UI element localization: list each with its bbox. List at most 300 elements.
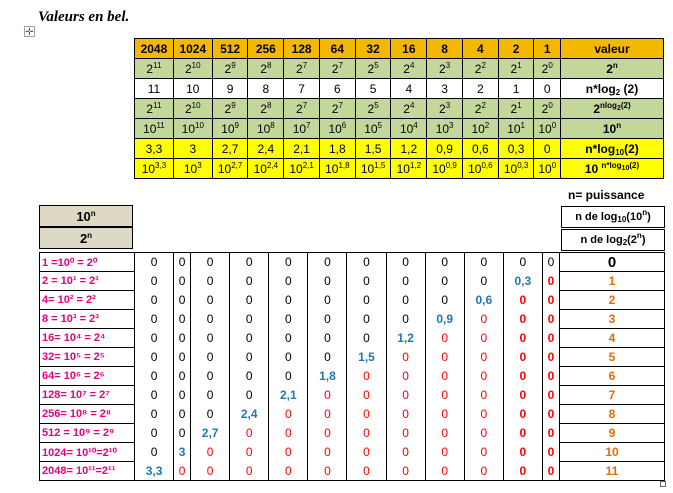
matrix-row [40, 386, 665, 405]
matrix-cell: 0 [386, 291, 425, 310]
matrix-cell: 0 [347, 462, 386, 481]
cell-base: 10 [141, 161, 156, 176]
cell-exponent: 3,3 [155, 160, 167, 170]
top-cell [498, 59, 534, 79]
label-base: 2 [593, 101, 601, 116]
cell-value: 3 [189, 141, 197, 156]
top-cell [534, 119, 561, 139]
top-cell [391, 39, 427, 59]
matrix-cell: 1,8 [308, 367, 347, 386]
matrix-cell: 0 [542, 386, 559, 405]
top-cell [462, 59, 498, 79]
cell-base: 2 [403, 101, 410, 116]
cell-base: 2 [541, 101, 549, 116]
cell-base: 10 [471, 121, 485, 136]
top-cell [319, 99, 355, 119]
matrix-cell: 0 [191, 367, 230, 386]
cell-exponent: 8 [266, 60, 272, 70]
matrix-cell: 0 [174, 405, 191, 424]
cell-base: 2 [367, 61, 375, 76]
cell-exponent: 9 [231, 100, 236, 110]
top-cell [212, 159, 248, 179]
top-cell [427, 39, 463, 59]
cell-exponent: 3 [197, 160, 202, 170]
matrix-cell: 0 [269, 329, 308, 348]
row-label [561, 99, 664, 119]
top-cell [173, 99, 212, 119]
matrix-cell: 0 [174, 310, 191, 329]
matrix-cell: 0,3 [503, 272, 542, 291]
header-10n: 10$^n$ [39, 205, 133, 227]
matrix-final: 9 [560, 424, 665, 443]
matrix-row [40, 348, 665, 367]
matrix-cell: 0 [425, 367, 464, 386]
matrix-cell: 0 [347, 386, 386, 405]
cell-base: 2 [184, 101, 192, 116]
matrix-cell: 0 [135, 348, 174, 367]
matrix-cell: 0 [347, 329, 386, 348]
matrix-cell: 3 [174, 443, 191, 462]
cell-exponent: 4 [409, 60, 415, 70]
cell-exponent: 1,2 [409, 160, 422, 170]
matrix-cell: 0,9 [425, 310, 464, 329]
cell-base: 10 [328, 121, 342, 136]
top-cell [534, 39, 561, 59]
matrix-row-label: 64= 10⁶ = 2⁶ [40, 367, 135, 386]
top-row-10n [135, 119, 664, 139]
matrix-row-label: 128= 10⁷ = 2⁷ [40, 386, 135, 405]
cell-base: 2 [510, 61, 518, 76]
matrix-cell: 0 [542, 253, 559, 272]
matrix-cell: 3,3 [135, 462, 174, 481]
matrix-cell: 0 [386, 424, 425, 443]
row-label [561, 39, 664, 59]
cell-base: 10 [435, 121, 450, 136]
cell-base: 10 [143, 121, 157, 136]
matrix-cell: 0 [174, 462, 191, 481]
cell-base: 10 [538, 161, 552, 176]
document-title: Valeurs en bel. [38, 9, 130, 25]
matrix-cell: 0 [425, 443, 464, 462]
top-cell [319, 79, 355, 99]
matrix-cell: 0 [386, 462, 425, 481]
cell-exponent: 5 [377, 120, 382, 130]
matrix-cell: 0 [135, 253, 174, 272]
matrix-final: 6 [560, 367, 665, 386]
top-cell [498, 159, 534, 179]
matrix-cell: 0 [425, 405, 464, 424]
cell-base: 10 [221, 121, 235, 136]
matrix-cell: 0 [308, 329, 347, 348]
matrix-cell: 0 [269, 310, 308, 329]
matrix-cell: 0 [503, 291, 542, 310]
label-exp [600, 101, 631, 110]
matrix-cell: 0 [191, 386, 230, 405]
cell-value: 3 [441, 81, 448, 96]
matrix-cell: 0 [542, 291, 559, 310]
matrix-cell: 0 [425, 462, 464, 481]
top-cell [534, 59, 561, 79]
matrix-cell: 0 [503, 253, 542, 272]
matrix-cell: 0 [308, 348, 347, 367]
top-cell [427, 79, 463, 99]
matrix-cell: 0 [230, 424, 269, 443]
matrix-row-label: 1 =10⁰ = 2⁰ [40, 253, 135, 272]
cell-base: 10 [364, 121, 378, 136]
cell-exponent: 6 [341, 120, 347, 130]
cell-exponent: 0 [551, 120, 557, 130]
matrix-cell: 0 [230, 310, 269, 329]
cell-value: 7 [298, 81, 305, 96]
top-cell [355, 99, 391, 119]
top-cell [498, 139, 534, 159]
cell-base: 2 [474, 101, 482, 116]
cell-value: 2048 [140, 41, 168, 56]
matrix-cell: 0 [425, 272, 464, 291]
puissance-label: n= puissance [568, 188, 645, 202]
cell-exponent: 2,4 [266, 160, 279, 170]
cell-value: 16 [402, 41, 416, 56]
matrix-row-label: 2048= 10¹¹=2¹¹ [40, 462, 135, 481]
top-cell [248, 99, 284, 119]
cell-value: 9 [226, 81, 234, 96]
matrix-cell: 0 [269, 348, 308, 367]
cell-base: 10 [399, 121, 414, 136]
row-label [561, 139, 664, 159]
matrix-cell: 0 [174, 424, 191, 443]
matrix-cell: 0 [464, 386, 503, 405]
matrix-cell: 0 [425, 329, 464, 348]
label-exp-post: (2) [629, 160, 640, 170]
top-cell [284, 79, 320, 99]
matrix-row [40, 310, 665, 329]
matrix-cell: 0 [386, 405, 425, 424]
top-cell [212, 59, 248, 79]
cell-exponent: 7 [338, 100, 343, 110]
cell-value: 64 [330, 41, 345, 56]
matrix-cell: 0 [542, 329, 559, 348]
cell-base: 2 [184, 61, 192, 76]
cell-value: 8 [262, 81, 270, 96]
top-cell [427, 159, 463, 179]
top-row-2n [135, 59, 664, 79]
row-label [561, 79, 664, 99]
top-cell [135, 59, 174, 79]
top-cell [498, 79, 534, 99]
matrix-cell: 2,7 [191, 424, 230, 443]
cell-exponent: 5 [374, 60, 379, 70]
cell-exponent: 0,3 [517, 160, 529, 170]
cell-exponent: 11 [153, 100, 162, 110]
cell-base: 2 [260, 101, 267, 116]
cell-exponent: 11 [153, 60, 162, 70]
top-cell [173, 159, 212, 179]
matrix-cell: 0 [386, 348, 425, 367]
matrix-final: 0 [560, 253, 665, 272]
matrix-cell: 0 [269, 462, 308, 481]
top-cell [498, 39, 534, 59]
top-cell [427, 59, 463, 79]
matrix-cell: 0 [230, 272, 269, 291]
top-cell [534, 79, 561, 99]
matrix-cell: 0 [230, 291, 269, 310]
header-2n: 2$^n$ [39, 227, 133, 249]
cell-base: 2 [403, 61, 410, 76]
cell-exponent: 9 [231, 60, 236, 70]
matrix-cell: 0 [230, 329, 269, 348]
top-row-valeur [135, 39, 664, 59]
cell-base: 2 [541, 61, 549, 76]
matrix-cell: 0 [386, 386, 425, 405]
matrix-row [40, 367, 665, 386]
matrix-final: 1 [560, 272, 665, 291]
top-cell [173, 139, 212, 159]
matrix-row [40, 329, 665, 348]
matrix-cell: 0 [503, 386, 542, 405]
cell-exponent: 3 [445, 100, 451, 110]
cell-exponent: 7 [302, 100, 308, 110]
matrix-cell: 0 [425, 348, 464, 367]
top-row-nlog10 [135, 139, 664, 159]
top-cell [135, 159, 174, 179]
matrix-cell: 0 [174, 253, 191, 272]
conversion-table [134, 38, 664, 179]
top-cell [135, 99, 174, 119]
top-cell [355, 59, 391, 79]
matrix-cell: 0 [503, 367, 542, 386]
matrix-final: 2 [560, 291, 665, 310]
row-label [561, 159, 664, 179]
top-row-10nlog10 [135, 159, 664, 179]
top-cell [534, 99, 561, 119]
matrix-final: 7 [560, 386, 665, 405]
matrix-cell: 0 [308, 462, 347, 481]
cell-exponent: 4 [413, 120, 418, 130]
matrix-cell: 0 [503, 310, 542, 329]
matrix-cell: 0 [542, 405, 559, 424]
top-cell [355, 119, 391, 139]
matrix-row-label: 256= 10⁸ = 2⁸ [40, 405, 135, 424]
resize-handle-icon[interactable] [660, 481, 666, 487]
matrix-cell: 0 [191, 253, 230, 272]
matrix-cell: 0 [135, 291, 174, 310]
top-cell [173, 59, 212, 79]
matrix-cell: 0 [308, 443, 347, 462]
cell-base: 2 [224, 61, 232, 76]
matrix-cell: 0 [191, 443, 230, 462]
cell-base: 10 [183, 161, 198, 176]
top-cell [534, 139, 561, 159]
matrix-row-label: 4= 10² = 2² [40, 291, 135, 310]
matrix-cell: 0 [347, 367, 386, 386]
matrix-cell: 2,4 [230, 405, 269, 424]
row-label [561, 59, 664, 79]
matrix-cell: 0 [464, 443, 503, 462]
matrix-cell: 0 [503, 329, 542, 348]
cell-exponent: 0,9 [445, 160, 457, 170]
top-cell [534, 159, 561, 179]
matrix-cell: 0 [542, 348, 559, 367]
top-cell [284, 99, 320, 119]
matrix-cell: 0 [174, 291, 191, 310]
matrix-cell: 0 [308, 424, 347, 443]
cell-exponent: 0,6 [481, 160, 493, 170]
matrix-cell: 0 [191, 405, 230, 424]
matrix-cell: 0 [174, 272, 191, 291]
top-cell [319, 159, 355, 179]
cell-exponent: 10 [195, 120, 204, 130]
matrix-row-label: 32= 10⁵ = 2⁵ [40, 348, 135, 367]
matrix-cell: 0 [135, 386, 174, 405]
matrix-cell: 0 [542, 462, 559, 481]
matrix-final: 3 [560, 310, 665, 329]
top-cell [391, 139, 427, 159]
matrix-cell: 0 [386, 367, 425, 386]
matrix-cell: 0 [308, 253, 347, 272]
matrix-cell: 0 [269, 272, 308, 291]
matrix-cell: 0 [464, 348, 503, 367]
cell-exponent: 10 [191, 100, 201, 110]
top-cell [319, 139, 355, 159]
top-cell [427, 139, 463, 159]
header-n-log2: n de $\log_2(2^n)$ [561, 229, 665, 251]
matrix-cell: 0 [230, 253, 269, 272]
cell-base: 10 [325, 161, 339, 176]
matrix-final: 4 [560, 329, 665, 348]
cell-base: 10 [181, 121, 196, 136]
cell-value: 2 [512, 41, 520, 56]
top-cell [284, 159, 320, 179]
matrix-cell: 0 [135, 310, 174, 329]
matrix-final: 5 [560, 348, 665, 367]
matrix-row-label: 1024= 10¹⁰=2¹⁰ [40, 443, 135, 462]
top-cell [212, 39, 248, 59]
matrix-row [40, 291, 665, 310]
top-cell [391, 59, 427, 79]
matrix-cell: 0 [464, 462, 503, 481]
cell-exponent: 7 [302, 60, 308, 70]
top-cell [462, 139, 498, 159]
row-label [561, 119, 664, 139]
matrix-cell: 0 [308, 310, 347, 329]
matrix-cell: 0 [230, 386, 269, 405]
top-cell [319, 119, 355, 139]
matrix-cell: 0 [308, 386, 347, 405]
top-cell [498, 119, 534, 139]
top-cell [248, 159, 284, 179]
cell-value: 0 [543, 141, 551, 156]
cell-exponent: 10 [191, 60, 201, 70]
top-cell [319, 59, 355, 79]
matrix-cell: 2,1 [269, 386, 308, 405]
matrix-cell: 1,2 [386, 329, 425, 348]
cell-base: 10 [432, 161, 446, 176]
top-cell [135, 139, 174, 159]
matrix-cell: 0 [503, 405, 542, 424]
label-exp: n [612, 60, 618, 70]
cell-base: 2 [260, 61, 267, 76]
matrix-row-label: 8 = 10³ = 2³ [40, 310, 135, 329]
cell-value: 1,2 [400, 141, 418, 156]
matrix-cell: 0 [386, 272, 425, 291]
cell-exponent: 7 [338, 60, 343, 70]
matrix-row-label: 16= 10⁴ = 2⁴ [40, 329, 135, 348]
cell-value: 10 [186, 81, 200, 96]
cell-base: 10 [538, 121, 552, 136]
matrix-cell: 0 [191, 272, 230, 291]
cell-exponent: 5 [374, 100, 379, 110]
label-sub: 2 [615, 87, 621, 97]
top-cell [284, 119, 320, 139]
cell-value: 2,1 [293, 141, 310, 156]
cell-exponent: 8 [270, 120, 275, 130]
top-row-nlog2 [135, 79, 664, 99]
cell-exponent: 11 [156, 120, 165, 130]
top-cell [355, 79, 391, 99]
top-cell [212, 79, 248, 99]
top-cell [248, 59, 284, 79]
matrix-cell: 0 [542, 424, 559, 443]
cell-value: 128 [291, 41, 312, 56]
matrix-row [40, 462, 665, 481]
label-post: (2) [620, 81, 639, 96]
cell-exponent: 3 [445, 60, 451, 70]
label-exp [602, 161, 640, 170]
matrix-cell: 0 [269, 405, 308, 424]
label-sub: 10 [615, 147, 625, 157]
matrix-cell: 0 [230, 348, 269, 367]
matrix-cell: 0 [464, 424, 503, 443]
matrix-row [40, 443, 665, 462]
top-cell [498, 99, 534, 119]
matrix-cell: 0 [308, 291, 347, 310]
move-cross-icon[interactable]: ✛ [25, 27, 34, 38]
cell-exponent: 3 [449, 120, 454, 130]
cell-value: 32 [366, 41, 380, 56]
matrix-cell: 0 [464, 329, 503, 348]
top-cell [212, 99, 248, 119]
matrix-cell: 0 [503, 348, 542, 367]
cell-value: 0,9 [436, 141, 453, 156]
matrix-cell: 0 [174, 348, 191, 367]
cell-base: 10 [217, 161, 232, 176]
cell-base: 10 [256, 121, 271, 136]
matrix-cell: 0 [347, 405, 386, 424]
top-cell [427, 119, 463, 139]
matrix-cell: 0 [135, 329, 174, 348]
cell-base: 2 [146, 61, 154, 76]
top-cell [284, 59, 320, 79]
top-cell [248, 79, 284, 99]
cell-value: 0 [543, 81, 551, 96]
top-cell [248, 39, 284, 59]
top-cell [391, 99, 427, 119]
top-cell [462, 119, 498, 139]
label-base: 2 [606, 61, 613, 76]
cell-base: 2 [296, 101, 303, 116]
top-cell [284, 39, 320, 59]
cell-value: 2 [477, 81, 484, 96]
matrix-cell: 0 [464, 310, 503, 329]
matrix-cell: 0 [269, 253, 308, 272]
matrix-cell: 0 [135, 405, 174, 424]
matrix-cell: 0 [464, 272, 503, 291]
top-cell [135, 79, 174, 99]
top-cell [391, 79, 427, 99]
cell-value: 4 [405, 81, 413, 96]
matrix-cell: 0 [174, 386, 191, 405]
cell-base: 10 [507, 121, 521, 136]
